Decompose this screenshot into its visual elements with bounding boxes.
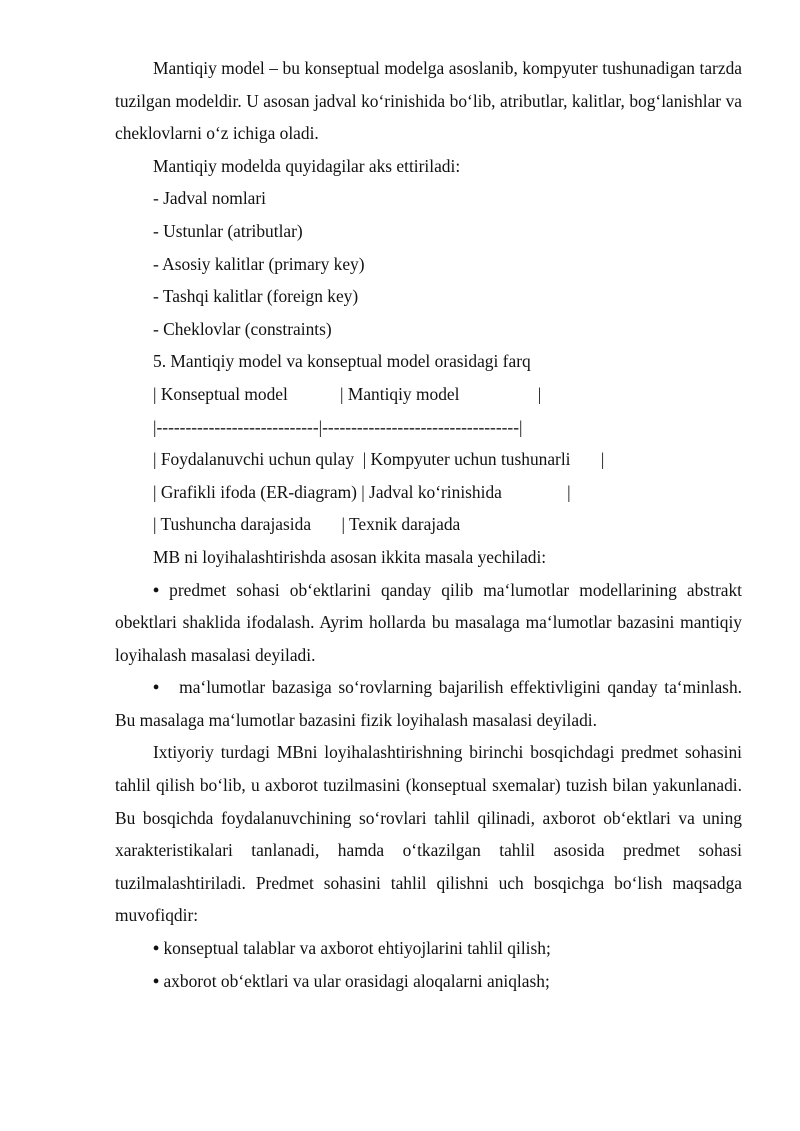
section-heading: 5. Mantiqiy model va konseptual model orasidagi farq (153, 351, 531, 372)
list-item: - Tashqi kalitlar (foreign key) (153, 286, 359, 307)
bullet-icon: • (153, 579, 160, 600)
bullet-text: predmet sohasi ob‘ektlarini qanday qilib ma‘lumotlar modellarining abstrakt obektlari shaklida ifodalash. Ayrim hollarda bu masalaga ma‘lumotlar bazasini mantiqiy loyihalash masalasi deyiladi. (115, 579, 742, 665)
paragraph-logical-model-contents-intro: Mantiqiy modelda quyidagilar aks ettiriladi: (153, 155, 461, 176)
bullet-text: axborot ob‘ektlari va ular orasidagi aloqalarni aniqlash; (163, 970, 550, 991)
bullet-paragraph (115, 574, 742, 672)
list-item: - Cheklovlar (constraints) (153, 318, 332, 339)
bullet-paragraph (115, 965, 742, 998)
bullet-icon: • (153, 970, 160, 991)
paragraph-design-tasks-intro: MB ni loyihalashtirishda asosan ikkita masala yechiladi: (153, 546, 547, 567)
table-line: | Foydalanuvchi uchun qulay | Kompyuter uchun tushunarli | (153, 449, 605, 470)
paragraph-logical-model-definition: Mantiqiy model – bu konseptual modelga asoslanib, kompyuter tushunadigan tarzda tuzilgan modeldir. U asosan jadval ko‘rinishida bo‘lib, atributlar, kalitlar, bog‘lanishlar va cheklovlarni o‘z ichiga oladi. (115, 58, 742, 144)
list-item: - Asosiy kalitlar (primary key) (153, 253, 365, 274)
table-line: | Grafikli ifoda (ER-diagram) | Jadval ko‘rinishida | (153, 481, 571, 502)
bullet-icon: • (153, 938, 160, 959)
document-page (115, 52, 742, 997)
bullet-icon: • (153, 677, 160, 698)
table-line: | Konseptual model | Mantiqiy model | (153, 383, 542, 404)
bullet-text: konseptual talablar va axborot ehtiyojlarini tahlil qilish; (163, 938, 551, 959)
list-item: - Ustunlar (atributlar) (153, 220, 303, 241)
table-line: | Tushuncha darajasida | Texnik darajada (153, 514, 461, 535)
list-item: - Jadval nomlari (153, 188, 267, 209)
bullet-text: ma‘lumotlar bazasiga so‘rovlarning bajarilish effektivligini qanday ta‘minlash. Bu masalaga ma‘lumotlar bazasini fizik loyihalash masalasi deyiladi. (115, 677, 742, 730)
bullet-paragraph (115, 671, 742, 736)
paragraph-domain-analysis: Ixtiyoriy turdagi MBni loyihalashtirishning birinchi bosqichdagi predmet sohasini tahlil qilish bo‘lib, u axborot tuzilmasini (konseptual sxemalar) tuzish bilan yakunlanadi. Bu bosqichda foydalanuvchining so‘rovlari tahlil qilinadi, axborot ob‘ektlari va uning xarakteristikalari tanlanadi, hamda o‘tkazilgan tahlil asosida predmet sohasi tuzilmalashtiriladi. Predmet sohasini tahlil qilishni uch bosqichga bo‘lish maqsadga muvofiqdir: (115, 742, 742, 926)
bullet-paragraph (115, 932, 742, 965)
table-line: |----------------------------|----------------------------------| (153, 416, 523, 437)
